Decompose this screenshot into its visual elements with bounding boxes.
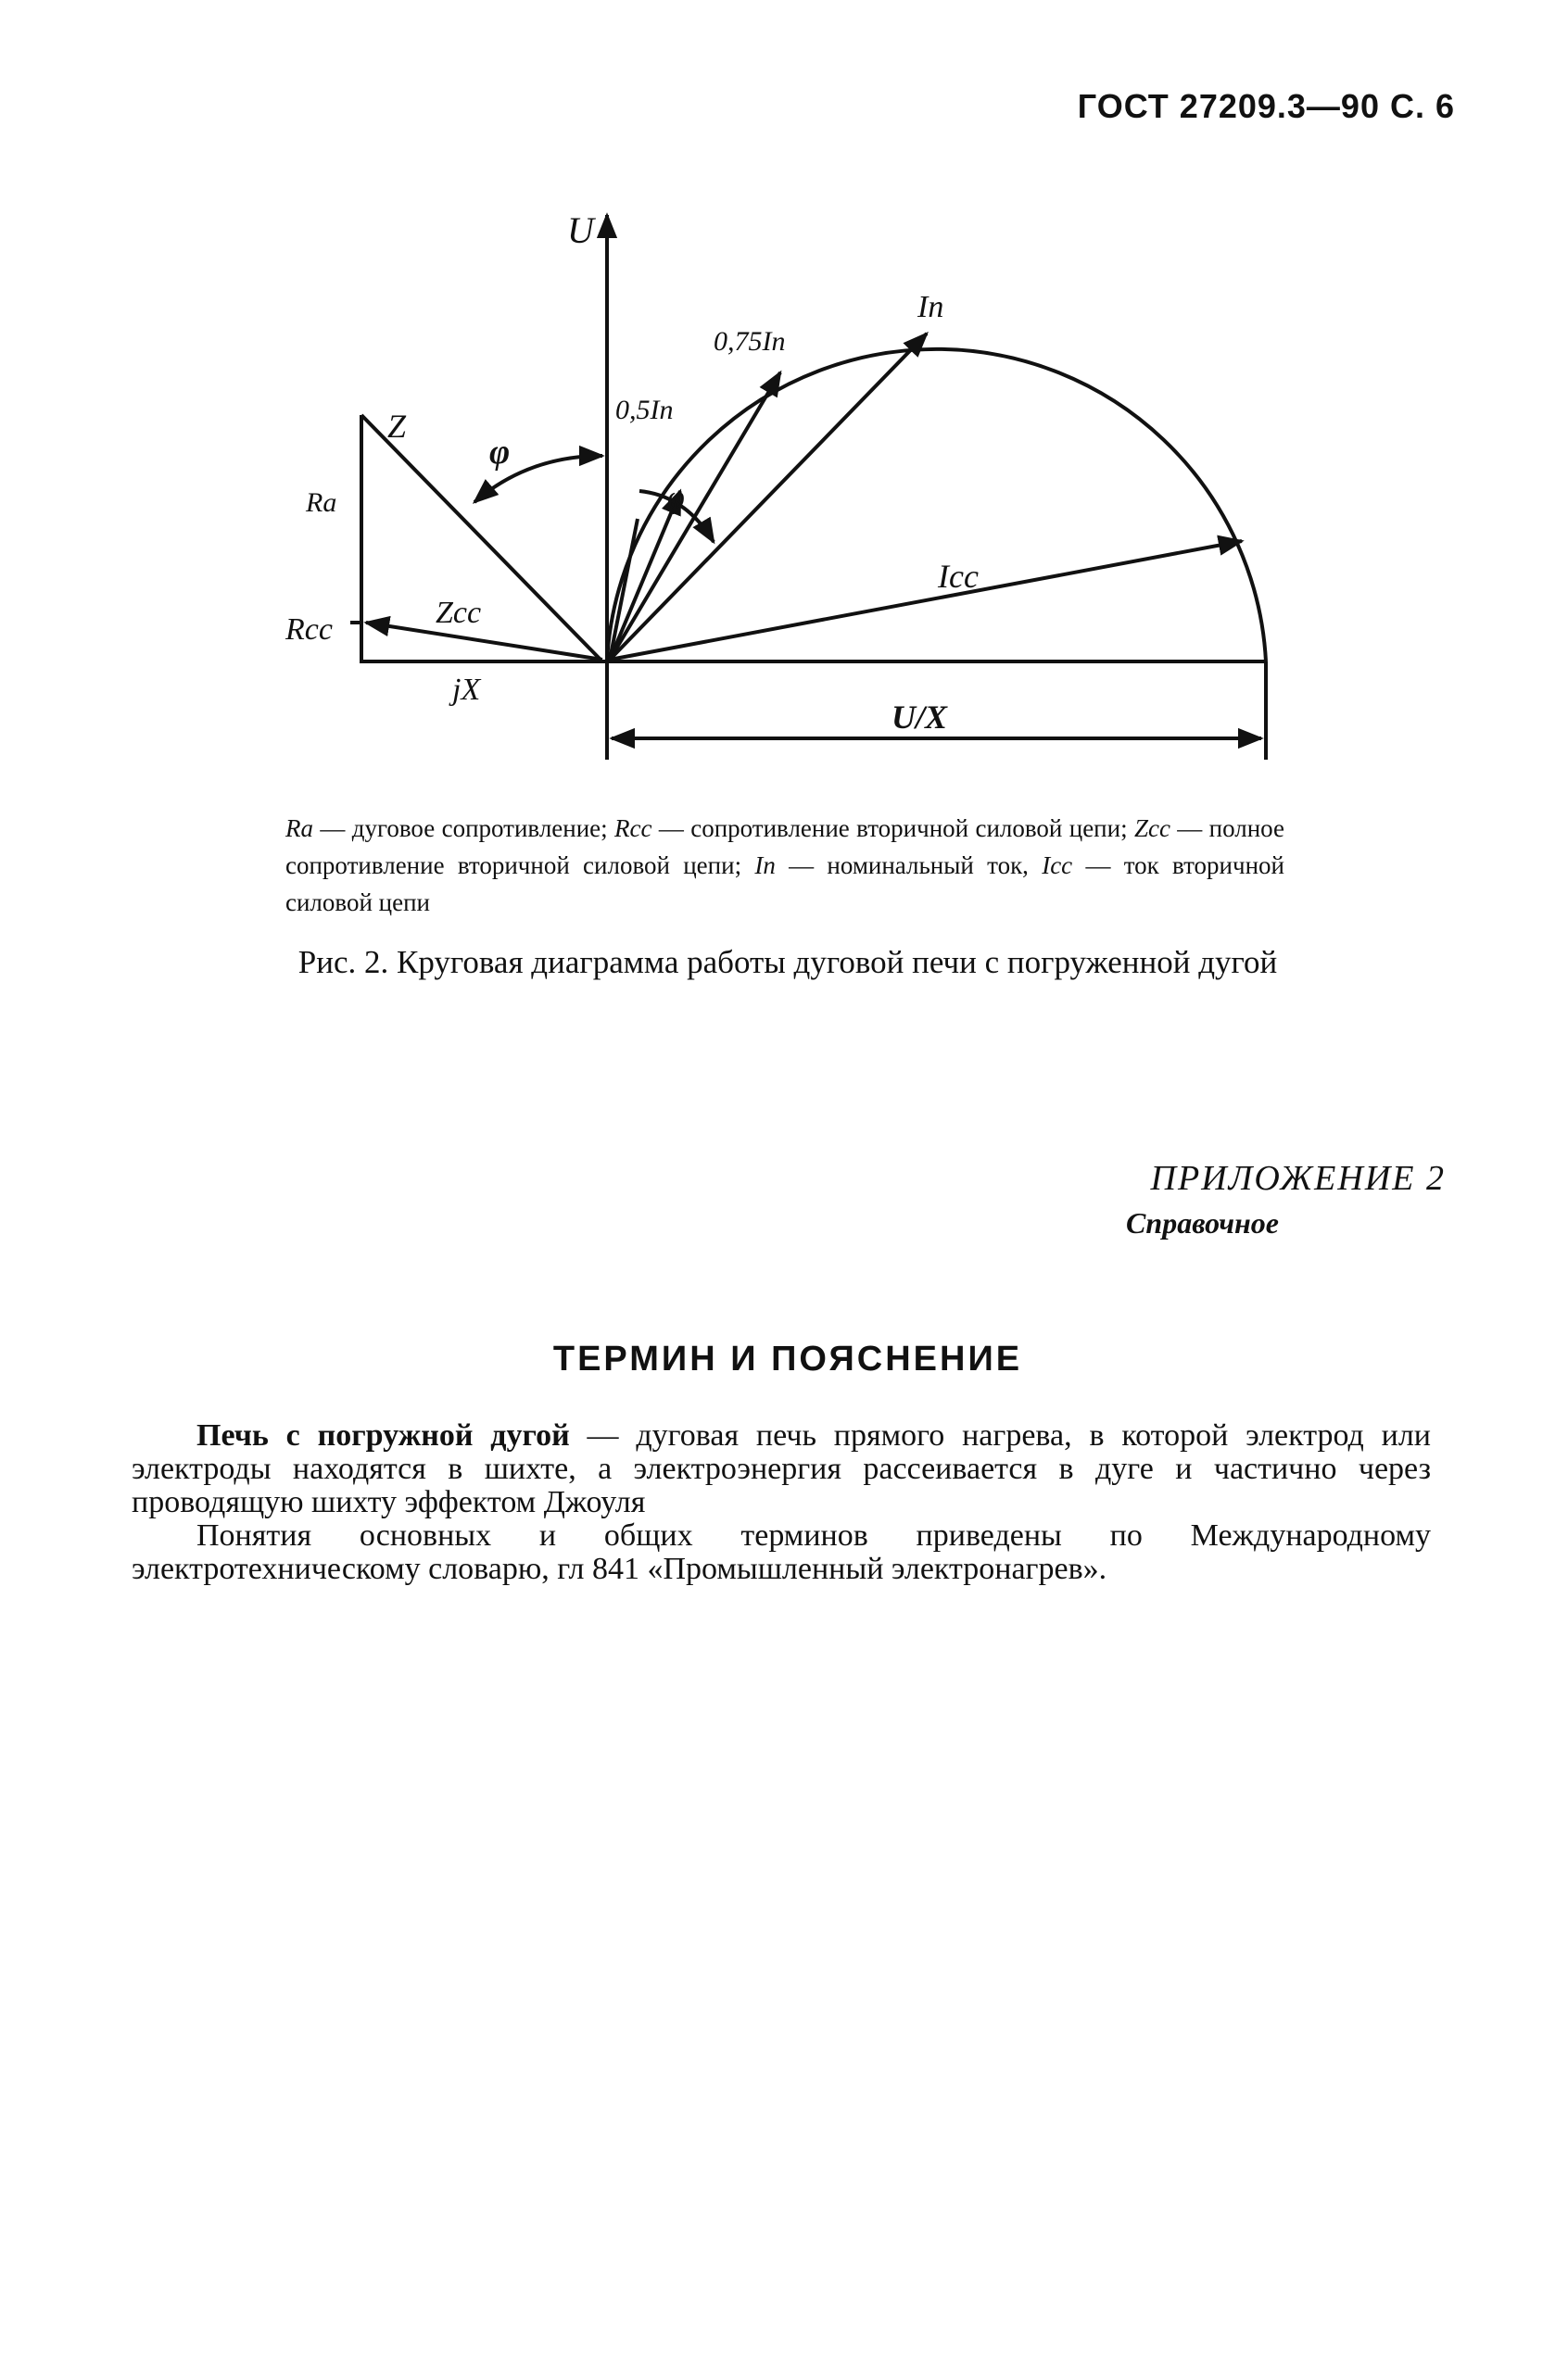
label-in: Iп bbox=[917, 290, 944, 324]
label-z: Z bbox=[387, 408, 407, 445]
label-0-75-in: 0,75Iп bbox=[714, 326, 786, 357]
zcc-vector bbox=[366, 623, 602, 660]
legend-text-5: — ток вторичной силовой цепи bbox=[285, 851, 1284, 916]
legend-text-2: — сопротивление вторичной силовой цепи; bbox=[651, 814, 1134, 842]
label-phi-right: φ bbox=[667, 481, 685, 515]
legend-text-4: — номинальный ток, bbox=[775, 851, 1043, 879]
term-definition: — дуговая печь прямого нагрева, в которой электрод или электроды находятся в шихте, а электроэнергия рассеивается в дуге и частично через проводящую шихту эффектом Джоуля bbox=[132, 1418, 1431, 1519]
appendix-subtitle: Справочное bbox=[1126, 1206, 1279, 1240]
legend-sym-i-cc: Icc bbox=[1042, 851, 1073, 879]
legend-sym-i-n: Iп bbox=[754, 851, 776, 879]
semicircle bbox=[607, 349, 1266, 661]
legend-text-3: — полное сопротивление вторичной силовой цепи; bbox=[285, 814, 1284, 879]
vector-0-5-in bbox=[610, 491, 680, 660]
label-u: U bbox=[567, 209, 594, 251]
section-title: ТЕРМИН И ПОЯСНЕНИЕ bbox=[552, 1340, 1023, 1379]
circle-diagram bbox=[0, 0, 1568, 797]
legend-sym-r-arc: Rа bbox=[285, 814, 313, 842]
page-header: ГОСТ 27209.3—90 С. 6 bbox=[1077, 87, 1455, 125]
note-paragraph: Понятия основных и общих терминов приведены по Международному электротехническому словарю, гл 841 «Промышленный электронагрев». bbox=[132, 1518, 1431, 1586]
figure-caption: Рис. 2. Круговая диаграмма работы дуговой печи с погруженной дугой bbox=[297, 944, 1278, 980]
label-icc: Icc bbox=[938, 558, 979, 595]
label-u-over-x: U/X bbox=[891, 699, 948, 736]
section-body bbox=[132, 1419, 1431, 1586]
label-r-cc: Rcc bbox=[285, 612, 333, 647]
label-r-arc: Rа bbox=[306, 487, 337, 518]
label-phi-left: φ bbox=[489, 433, 511, 472]
label-0-5-in: 0,5Iп bbox=[615, 395, 674, 425]
term: Печь с погружной дугой bbox=[196, 1418, 570, 1453]
appendix-title: ПРИЛОЖЕНИЕ 2 bbox=[1150, 1159, 1446, 1198]
label-jx: jX bbox=[452, 673, 481, 707]
legend-sym-r-cc: Rcc bbox=[614, 814, 652, 842]
label-z-cc: Zcc bbox=[436, 596, 482, 630]
legend-sym-z-cc: Zcc bbox=[1133, 814, 1170, 842]
vector-icc bbox=[610, 541, 1242, 660]
figure-legend bbox=[285, 810, 1284, 921]
term-paragraph bbox=[132, 1419, 1431, 1519]
legend-text-1: — дуговое сопротивление; bbox=[313, 814, 615, 842]
